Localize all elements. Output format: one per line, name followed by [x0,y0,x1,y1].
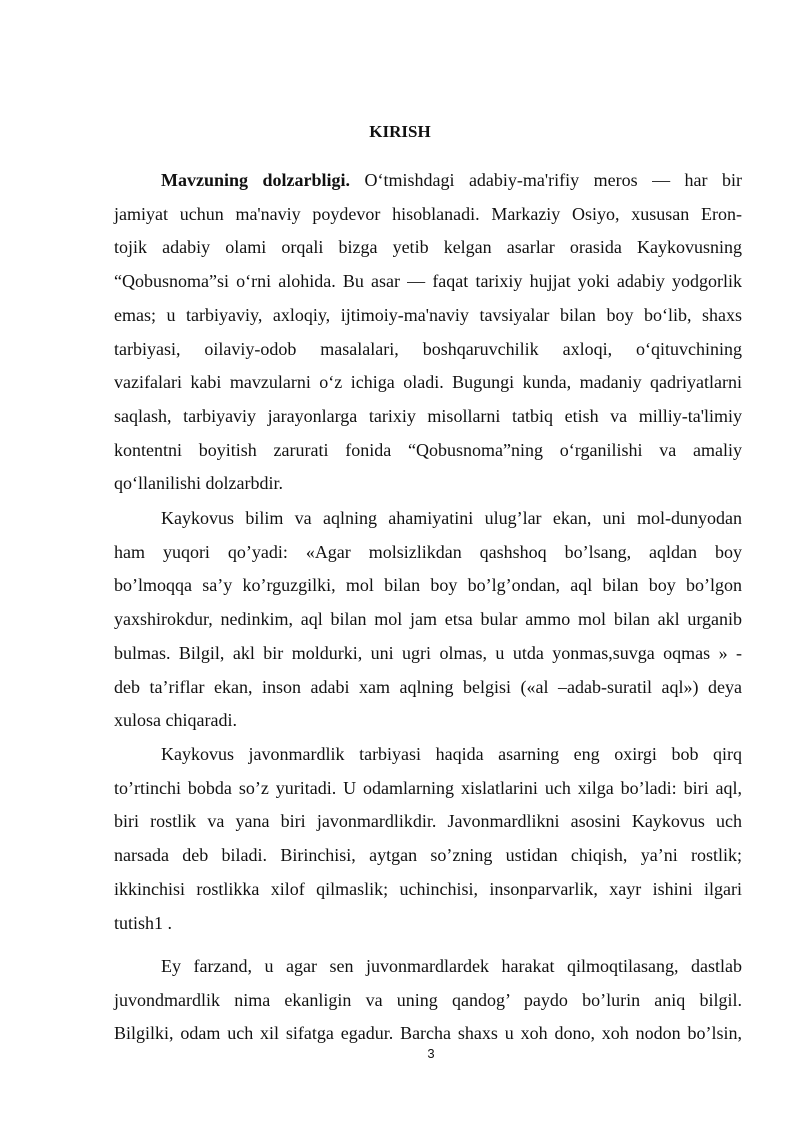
page-title: KIRISH [369,122,431,141]
text-line: ham yuqori qo’yadi: «Agar molsizlikdan qashshoq bo’lsang, aqldan boy [114,541,742,562]
text-line: tutish1 . [114,912,173,933]
text-line: jamiyat uchun ma'naviy poydevor hisoblanadi. Markaziy Osiyo, xususan Eron- [114,203,742,224]
text-line: bulmas. Bilgil, akl bir moldurki, uni ugri olmas, u utda yonmas,suvga oqmas » - [114,642,742,663]
text-line: ikkinchisi rostlikka xilof qilmaslik; uchinchisi, insonparvarlik, xayr ishini ilgari [114,878,742,899]
text-line: narsada deb biladi. Birinchisi, aytgan so’zning ustidan chiqish, ya’ni rostlik; [114,845,742,866]
text-line: yaxshirokdur, nedinkim, aql bilan mol jam etsa bular ammo mol bilan akl urganib [114,609,742,630]
text-line: “Qobusnoma”si o‘rni alohida. Bu asar — faqat tarixiy hujjat yoki adabiy yodgorlik [114,271,742,292]
text-line: emas; u tarbiyaviy, axloqiy, ijtimoiy-ma'naviy tavsiyalar bilan boy bo‘lib, shaxs [114,304,742,325]
text-line: xulosa chiqaradi. [114,710,237,731]
text-line: Bilgilki, odam uch xil sifatga egadur. Barcha shaxs u xoh dono, xoh nodon bo’lsin, [114,1023,742,1044]
text-line: Mavzuning dolzarbligi. O‘tmishdagi adabiy-ma'rifiy meros — har bir [161,170,743,190]
text-line: kontentni boyitish zarurati fonida “Qobusnoma”ning o‘rganilishi va amaliy [114,439,742,460]
text-line: vazifalari kabi mavzularni o‘z ichiga oladi. Bugungi kunda, madaniy qadriyatlarni [114,372,742,393]
text-line: Ey farzand, u agar sen juvonmardlardek harakat qilmoqtilasang, dastlab [161,956,742,976]
text-line: Kaykovus javonmardlik tarbiyasi haqida asarning eng oxirgi bob qirq [161,744,742,764]
text-line: qo‘llanilishi dolzarbdir. [114,473,283,494]
text-line: Kaykovus bilim va aqlning ahamiyatini ulug’lar ekan, uni mol-dunyodan [161,508,742,528]
text-line: bo’lmoqqa sa’y ko’rguzgilki, mol bilan boy bo’lg’ondan, aql bilan boy bo’lgon [114,575,742,596]
text-line: biri rostlik va yana biri javonmardlikdir. Javonmardlikni asosini Kaykovus uch [114,811,742,832]
lead-heading: Mavzuning dolzarbligi. [161,170,350,190]
text-line: deb ta’riflar ekan, inson adabi xam aqlning belgisi («al –adab-suratil aql») deya [114,676,742,697]
paragraph-kaykovus-knowledge [114,502,742,738]
paragraph-relevance [114,164,742,501]
page-number: 3 [427,1046,435,1061]
text-line: to’rtinchi bobda so’z yuritadi. U odamlarning xislatlarini uch xilga bo’ladi: biri aql, [114,777,742,798]
text-line: tarbiyasi, oilaviy-odob masalalari, boshqaruvchilik axloqi, o‘qituvchining [114,338,742,359]
paragraph-javonmardlik [114,738,742,940]
text-line: tojik adabiy olami orqali bizga yetib kelgan asarlar orasida Kaykovusning [114,237,742,258]
text-line: saqlash, tarbiyaviy jarayonlarga tarixiy misollarni tatbiq etish va milliy-ta'limiy [114,405,742,426]
paragraph-ey-farzand [114,950,742,1051]
text-line: juvondmardlik nima ekanligin va uning qandog’ paydo bo’lurin aniq bilgil. [114,989,742,1010]
